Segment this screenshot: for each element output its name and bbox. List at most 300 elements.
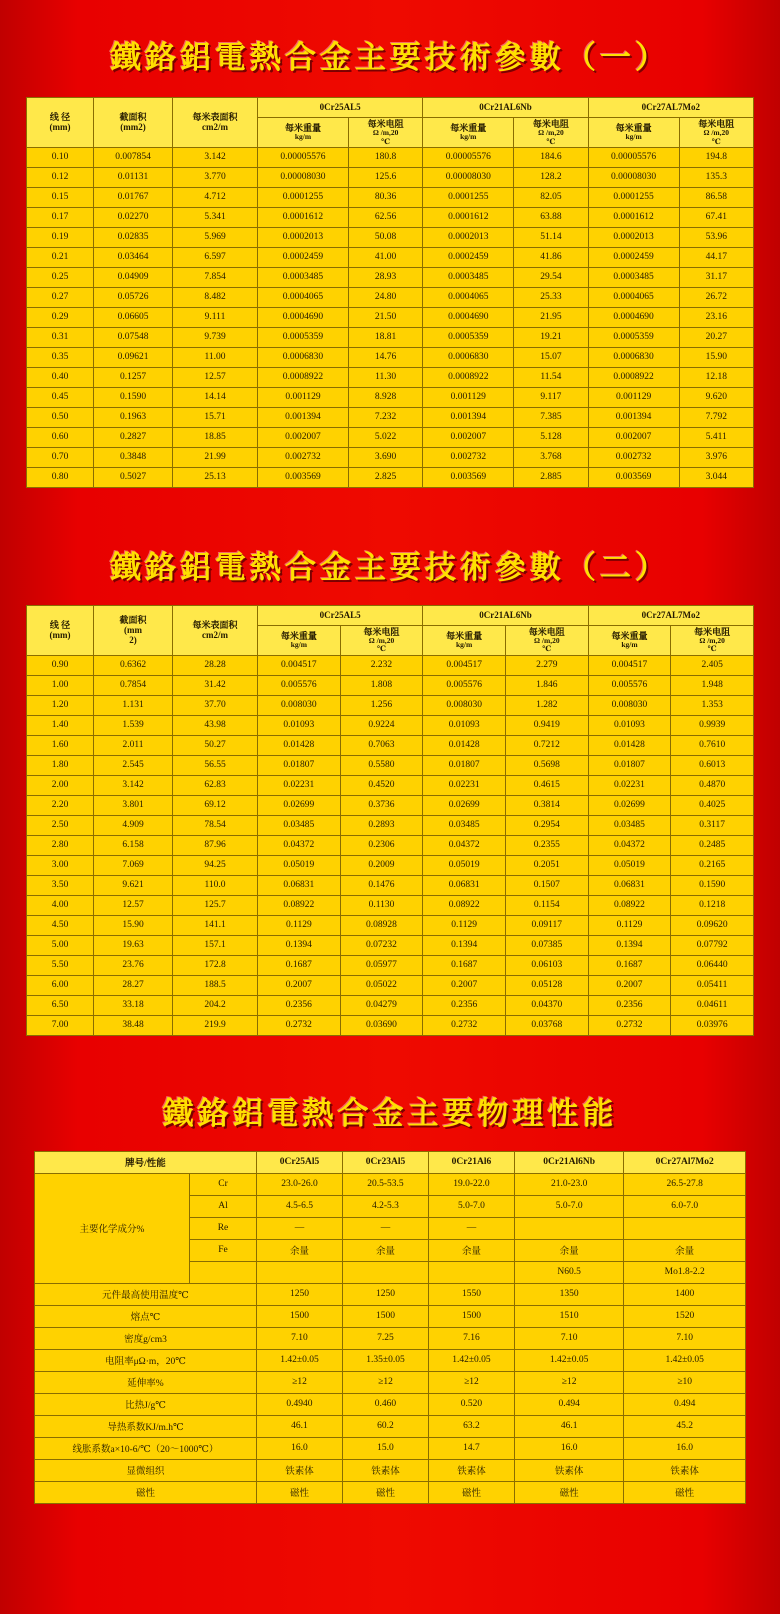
table-cell-7: 0.08922 (588, 895, 671, 915)
table-cell-4: 0.5580 (340, 755, 423, 775)
table-cell-1: 7.069 (94, 855, 173, 875)
table-cell-1: 23.76 (94, 955, 173, 975)
table-cell-2: 50.27 (173, 735, 258, 755)
th-surface-area: 每米表面积 cm2/m (173, 98, 258, 148)
table-cell-7: 0.1129 (588, 915, 671, 935)
property-row (35, 1437, 746, 1459)
table-cell-6: 1.282 (505, 695, 588, 715)
table-cell-0: 0.19 (27, 227, 94, 247)
table-cell-3: 0.001394 (258, 407, 349, 427)
table-cell-5: 0.0001255 (423, 187, 514, 207)
table-cell-7: 0.002007 (588, 427, 679, 447)
property-value-0: 磁性 (257, 1481, 343, 1503)
table-cell-5: 0.05019 (423, 855, 506, 875)
table-cell-6: 25.33 (514, 287, 588, 307)
property-value-0: ≥12 (257, 1371, 343, 1393)
table-cell-7: 0.0008922 (588, 367, 679, 387)
table-row (27, 715, 754, 735)
table-cell-6: 0.5698 (505, 755, 588, 775)
th3-alloy-1: 0Cr23Al5 (342, 1151, 428, 1173)
property-label: 显微组织 (35, 1459, 257, 1481)
table-cell-3: 0.002007 (258, 427, 349, 447)
table-cell-8: 44.17 (679, 247, 753, 267)
table-row (27, 307, 754, 327)
table-cell-2: 5.341 (173, 207, 258, 227)
table-cell-3: 0.0002459 (258, 247, 349, 267)
table-cell-3: 0.0001255 (258, 187, 349, 207)
table-cell-6: 19.21 (514, 327, 588, 347)
table-cell-4: 1.808 (340, 675, 423, 695)
chem-value-1: 余量 (342, 1239, 428, 1261)
table-cell-0: 0.12 (27, 167, 94, 187)
table-cell-2: 15.71 (173, 407, 258, 427)
property-value-1: 15.0 (342, 1437, 428, 1459)
table-cell-2: 6.597 (173, 247, 258, 267)
property-value-2: 1550 (428, 1283, 514, 1305)
section-three (0, 1062, 780, 1530)
table-row (27, 935, 754, 955)
property-value-4: 0.494 (624, 1393, 746, 1415)
table-cell-5: 0.01807 (423, 755, 506, 775)
table-cell-0: 1.40 (27, 715, 94, 735)
th-resistance-2: 每米电阻 Ω /m,20 ℃ (514, 118, 588, 148)
table-row (27, 407, 754, 427)
table-cell-6: 29.54 (514, 267, 588, 287)
table-cell-0: 0.31 (27, 327, 94, 347)
table-cell-8: 5.411 (679, 427, 753, 447)
chem-value-4: 26.5-27.8 (624, 1173, 746, 1195)
table-cell-6: 82.05 (514, 187, 588, 207)
chem-value-4: 余量 (624, 1239, 746, 1261)
table-cell-6: 7.385 (514, 407, 588, 427)
table-row (27, 227, 754, 247)
table-cell-6: 0.9419 (505, 715, 588, 735)
table-cell-7: 0.004517 (588, 655, 671, 675)
chem-value-0: 23.0-26.0 (257, 1173, 343, 1195)
table-cell-5: 0.1687 (423, 955, 506, 975)
chem-value-2 (428, 1261, 514, 1283)
property-value-3: 磁性 (514, 1481, 623, 1503)
property-value-3: 1350 (514, 1283, 623, 1305)
chem-element (190, 1261, 257, 1283)
table-cell-0: 0.27 (27, 287, 94, 307)
table-cell-4: 0.2009 (340, 855, 423, 875)
table-cell-4: 8.928 (348, 387, 422, 407)
table-cell-7: 0.008030 (588, 695, 671, 715)
table-cell-7: 0.1687 (588, 955, 671, 975)
table-cell-4: 0.05022 (340, 975, 423, 995)
table-cell-1: 0.02270 (94, 207, 173, 227)
table-cell-6: 41.86 (514, 247, 588, 267)
property-row (35, 1349, 746, 1371)
table-cell-0: 0.40 (27, 367, 94, 387)
table-cell-0: 0.21 (27, 247, 94, 267)
property-row (35, 1481, 746, 1503)
table-cell-2: 31.42 (173, 675, 258, 695)
table-row (27, 815, 754, 835)
table-cell-4: 0.03690 (340, 1015, 423, 1035)
table-cell-8: 1.948 (671, 675, 754, 695)
property-value-2: 0.520 (428, 1393, 514, 1415)
table-cell-3: 0.0006830 (258, 347, 349, 367)
table-cell-4: 2.232 (340, 655, 423, 675)
table-cell-7: 0.06831 (588, 875, 671, 895)
table-cell-5: 0.004517 (423, 655, 506, 675)
table-cell-1: 9.621 (94, 875, 173, 895)
table-cell-6: 2.885 (514, 467, 588, 487)
table-cell-7: 0.01428 (588, 735, 671, 755)
table-cell-3: 0.02699 (258, 795, 341, 815)
chem-value-0: 4.5-6.5 (257, 1195, 343, 1217)
property-value-2: 1500 (428, 1305, 514, 1327)
table-cell-7: 0.2732 (588, 1015, 671, 1035)
table-cell-6: 0.03768 (505, 1015, 588, 1035)
table-cell-1: 0.09621 (94, 347, 173, 367)
table-cell-3: 0.0005359 (258, 327, 349, 347)
table-cell-8: 0.6013 (671, 755, 754, 775)
th2-alloy-0cr21al6nb: 0Cr21AL6Nb (423, 605, 588, 625)
tech-params-table-2 (26, 605, 754, 1036)
table-cell-7: 0.02699 (588, 795, 671, 815)
table-cell-1: 0.07548 (94, 327, 173, 347)
table-cell-8: 0.2165 (671, 855, 754, 875)
table-cell-7: 0.00005576 (588, 147, 679, 167)
property-label: 比热J/g℃ (35, 1393, 257, 1415)
table-cell-4: 11.30 (348, 367, 422, 387)
chem-value-3: 5.0-7.0 (514, 1195, 623, 1217)
table-cell-6: 0.06103 (505, 955, 588, 975)
table-cell-7: 0.04372 (588, 835, 671, 855)
table-cell-2: 43.98 (173, 715, 258, 735)
chem-row (35, 1173, 746, 1195)
table-cell-4: 0.1130 (340, 895, 423, 915)
table-cell-5: 0.002732 (423, 447, 514, 467)
table-cell-5: 0.0008922 (423, 367, 514, 387)
table-cell-0: 4.50 (27, 915, 94, 935)
table-cell-1: 3.142 (94, 775, 173, 795)
property-value-2: 磁性 (428, 1481, 514, 1503)
table-row (27, 795, 754, 815)
table-cell-6: 128.2 (514, 167, 588, 187)
table-cell-8: 9.620 (679, 387, 753, 407)
th2-alloy-0cr25al5: 0Cr25AL5 (258, 605, 423, 625)
table-cell-8: 67.41 (679, 207, 753, 227)
property-value-4: 1400 (624, 1283, 746, 1305)
table-cell-2: 56.55 (173, 755, 258, 775)
property-value-1: ≥12 (342, 1371, 428, 1393)
table-cell-3: 0.001129 (258, 387, 349, 407)
table-cell-5: 0.0006830 (423, 347, 514, 367)
table-cell-3: 0.2007 (258, 975, 341, 995)
table-cell-4: 0.9224 (340, 715, 423, 735)
table-cell-1: 0.1257 (94, 367, 173, 387)
table-cell-0: 3.00 (27, 855, 94, 875)
property-value-4: 铁素体 (624, 1459, 746, 1481)
property-value-1: 1500 (342, 1305, 428, 1327)
table-cell-3: 0.04372 (258, 835, 341, 855)
th2-wire-dia: 线 径 (mm) (27, 605, 94, 655)
property-value-2: 铁素体 (428, 1459, 514, 1481)
chem-value-2: 余量 (428, 1239, 514, 1261)
table-cell-4: 180.8 (348, 147, 422, 167)
table-cell-8: 0.4025 (671, 795, 754, 815)
table-cell-4: 0.2893 (340, 815, 423, 835)
table-cell-0: 7.00 (27, 1015, 94, 1035)
table-cell-5: 0.08922 (423, 895, 506, 915)
th2-alloy-0cr27al7mo2: 0Cr27AL7Mo2 (588, 605, 753, 625)
table-row (27, 327, 754, 347)
table-cell-5: 0.06831 (423, 875, 506, 895)
table-cell-3: 0.0004065 (258, 287, 349, 307)
table-1-head-row-1 (27, 98, 754, 118)
table-cell-5: 0.01093 (423, 715, 506, 735)
table-cell-2: 25.13 (173, 467, 258, 487)
table-cell-5: 0.0003485 (423, 267, 514, 287)
table-cell-6: 0.2355 (505, 835, 588, 855)
table-cell-7: 0.1394 (588, 935, 671, 955)
table-cell-0: 0.35 (27, 347, 94, 367)
table-cell-8: 31.17 (679, 267, 753, 287)
table-row (27, 655, 754, 675)
property-value-3: 1510 (514, 1305, 623, 1327)
table-cell-0: 1.20 (27, 695, 94, 715)
property-row (35, 1305, 746, 1327)
th-resistance-3: 每米电阻 Ω /m,20 ℃ (679, 118, 753, 148)
property-row (35, 1283, 746, 1305)
table-cell-5: 0.02231 (423, 775, 506, 795)
table-cell-5: 0.008030 (423, 695, 506, 715)
property-value-2: 7.16 (428, 1327, 514, 1349)
property-value-3: 46.1 (514, 1415, 623, 1437)
table-cell-5: 0.1129 (423, 915, 506, 935)
table-cell-7: 0.03485 (588, 815, 671, 835)
table-cell-7: 0.001394 (588, 407, 679, 427)
table-cell-6: 51.14 (514, 227, 588, 247)
table-cell-0: 6.00 (27, 975, 94, 995)
property-row (35, 1459, 746, 1481)
table-cell-2: 87.96 (173, 835, 258, 855)
table-cell-6: 0.04370 (505, 995, 588, 1015)
table-cell-3: 0.05019 (258, 855, 341, 875)
table-row (27, 447, 754, 467)
table-row (27, 367, 754, 387)
property-label: 密度g/cm3 (35, 1327, 257, 1349)
table-cell-7: 0.00008030 (588, 167, 679, 187)
table-cell-8: 0.06440 (671, 955, 754, 975)
property-row (35, 1415, 746, 1437)
table-cell-6: 21.95 (514, 307, 588, 327)
property-value-3: 铁素体 (514, 1459, 623, 1481)
table-cell-2: 204.2 (173, 995, 258, 1015)
table-row (27, 287, 754, 307)
table-cell-1: 19.63 (94, 935, 173, 955)
property-value-1: 1250 (342, 1283, 428, 1305)
table-cell-8: 23.16 (679, 307, 753, 327)
table-cell-1: 1.539 (94, 715, 173, 735)
table-cell-5: 0.03485 (423, 815, 506, 835)
section-one (0, 0, 780, 514)
table-cell-2: 14.14 (173, 387, 258, 407)
chem-value-1: 4.2-5.3 (342, 1195, 428, 1217)
physical-table-wrap (0, 1151, 780, 1530)
table-cell-7: 0.0003485 (588, 267, 679, 287)
th-weight-2: 每米重量 kg/m (423, 118, 514, 148)
table-row (27, 975, 754, 995)
table-cell-6: 184.6 (514, 147, 588, 167)
table-cell-5: 0.0005359 (423, 327, 514, 347)
table-cell-2: 3.770 (173, 167, 258, 187)
property-label: 线胀系数a×10-6/℃（20～1000℃） (35, 1437, 257, 1459)
table-cell-5: 0.02699 (423, 795, 506, 815)
table-cell-2: 110.0 (173, 875, 258, 895)
table-cell-6: 5.128 (514, 427, 588, 447)
table-2-head-row-1 (27, 605, 754, 625)
table-cell-3: 0.00005576 (258, 147, 349, 167)
table-cell-6: 0.3814 (505, 795, 588, 815)
th2-resistance-1: 每米电阻 Ω /m,20 ℃ (340, 625, 423, 655)
th2-weight-3: 每米重量 kg/m (588, 625, 671, 655)
table-cell-3: 0.0001612 (258, 207, 349, 227)
property-value-3: 1.42±0.05 (514, 1349, 623, 1371)
chem-value-2: — (428, 1217, 514, 1239)
table-cell-8: 12.18 (679, 367, 753, 387)
th2-area: 截面积 (mm 2) (94, 605, 173, 655)
table-cell-1: 0.05726 (94, 287, 173, 307)
table-cell-0: 2.50 (27, 815, 94, 835)
table-cell-2: 9.111 (173, 307, 258, 327)
table-row (27, 955, 754, 975)
table-cell-2: 11.00 (173, 347, 258, 367)
table-cell-1: 3.801 (94, 795, 173, 815)
table-cell-8: 0.4870 (671, 775, 754, 795)
table-row (27, 855, 754, 875)
table-row (27, 1015, 754, 1035)
table-cell-6: 0.09117 (505, 915, 588, 935)
table-cell-8: 0.04611 (671, 995, 754, 1015)
table-row (27, 675, 754, 695)
table-cell-8: 1.353 (671, 695, 754, 715)
tech-params-table-1 (26, 97, 754, 488)
table-cell-4: 0.3736 (340, 795, 423, 815)
property-value-0: 7.10 (257, 1327, 343, 1349)
chem-value-3: 21.0-23.0 (514, 1173, 623, 1195)
table-cell-7: 0.01093 (588, 715, 671, 735)
table-cell-7: 0.0001612 (588, 207, 679, 227)
table-cell-7: 0.05019 (588, 855, 671, 875)
table-cell-6: 0.07385 (505, 935, 588, 955)
table-cell-4: 62.56 (348, 207, 422, 227)
table-cell-2: 9.739 (173, 327, 258, 347)
chem-value-4: 6.0-7.0 (624, 1195, 746, 1217)
table-cell-1: 6.158 (94, 835, 173, 855)
table-cell-3: 0.005576 (258, 675, 341, 695)
table-cell-1: 0.1963 (94, 407, 173, 427)
th-weight-3: 每米重量 kg/m (588, 118, 679, 148)
table-cell-7: 0.02231 (588, 775, 671, 795)
table-row (27, 247, 754, 267)
table-cell-2: 69.12 (173, 795, 258, 815)
table-cell-1: 0.3848 (94, 447, 173, 467)
table-cell-0: 1.00 (27, 675, 94, 695)
property-value-0: 46.1 (257, 1415, 343, 1437)
table-cell-2: 3.142 (173, 147, 258, 167)
table-cell-8: 7.792 (679, 407, 753, 427)
table-cell-1: 15.90 (94, 915, 173, 935)
table-cell-5: 0.04372 (423, 835, 506, 855)
table-cell-5: 0.0001612 (423, 207, 514, 227)
table-cell-6: 0.2954 (505, 815, 588, 835)
table-cell-3: 0.1687 (258, 955, 341, 975)
th-alloy-0cr21al6nb: 0Cr21AL6Nb (423, 98, 588, 118)
table-cell-8: 0.2485 (671, 835, 754, 855)
table-cell-1: 0.01131 (94, 167, 173, 187)
table-cell-6: 11.54 (514, 367, 588, 387)
table-cell-4: 0.4520 (340, 775, 423, 795)
table-cell-4: 24.80 (348, 287, 422, 307)
chem-value-1: 20.5-53.5 (342, 1173, 428, 1195)
table-cell-6: 9.117 (514, 387, 588, 407)
table-row (27, 695, 754, 715)
table-cell-8: 15.90 (679, 347, 753, 367)
table-cell-7: 0.0004065 (588, 287, 679, 307)
table-cell-0: 0.60 (27, 427, 94, 447)
table-cell-7: 0.001129 (588, 387, 679, 407)
table-cell-8: 0.1590 (671, 875, 754, 895)
table-cell-0: 2.00 (27, 775, 94, 795)
table-cell-8: 0.3117 (671, 815, 754, 835)
table-row (27, 775, 754, 795)
table-cell-2: 157.1 (173, 935, 258, 955)
table-cell-6: 0.05128 (505, 975, 588, 995)
property-value-3: ≥12 (514, 1371, 623, 1393)
table-cell-8: 0.03976 (671, 1015, 754, 1035)
chem-value-0: 余量 (257, 1239, 343, 1261)
table-cell-1: 4.909 (94, 815, 173, 835)
table-cell-5: 0.0004065 (423, 287, 514, 307)
table-cell-2: 37.70 (173, 695, 258, 715)
th-wire-dia: 线 径 (mm) (27, 98, 94, 148)
property-value-1: 60.2 (342, 1415, 428, 1437)
table-2-body (27, 655, 754, 1035)
th3-alloy-3: 0Cr21Al6Nb (514, 1151, 623, 1173)
table-row (27, 915, 754, 935)
table-cell-3: 0.004517 (258, 655, 341, 675)
property-label: 磁性 (35, 1481, 257, 1503)
table-row (27, 147, 754, 167)
table-cell-3: 0.1394 (258, 935, 341, 955)
table-cell-2: 141.1 (173, 915, 258, 935)
table-cell-5: 0.00008030 (423, 167, 514, 187)
th3-corner: 牌号/性能 (35, 1151, 257, 1173)
section-one-table-wrap (0, 97, 780, 514)
chem-value-3: N60.5 (514, 1261, 623, 1283)
section-two-table-wrap (0, 605, 780, 1062)
table-cell-2: 21.99 (173, 447, 258, 467)
table-cell-0: 0.80 (27, 467, 94, 487)
table-2-head (27, 605, 754, 655)
table-cell-6: 63.88 (514, 207, 588, 227)
table-cell-8: 2.405 (671, 655, 754, 675)
table-cell-2: 62.83 (173, 775, 258, 795)
table-cell-5: 0.2007 (423, 975, 506, 995)
table-cell-2: 28.28 (173, 655, 258, 675)
section-two (0, 514, 780, 1062)
table-cell-2: 219.9 (173, 1015, 258, 1035)
chem-value-2: 5.0-7.0 (428, 1195, 514, 1217)
property-value-4: 45.2 (624, 1415, 746, 1437)
table-cell-5: 0.003569 (423, 467, 514, 487)
table-cell-8: 0.07792 (671, 935, 754, 955)
